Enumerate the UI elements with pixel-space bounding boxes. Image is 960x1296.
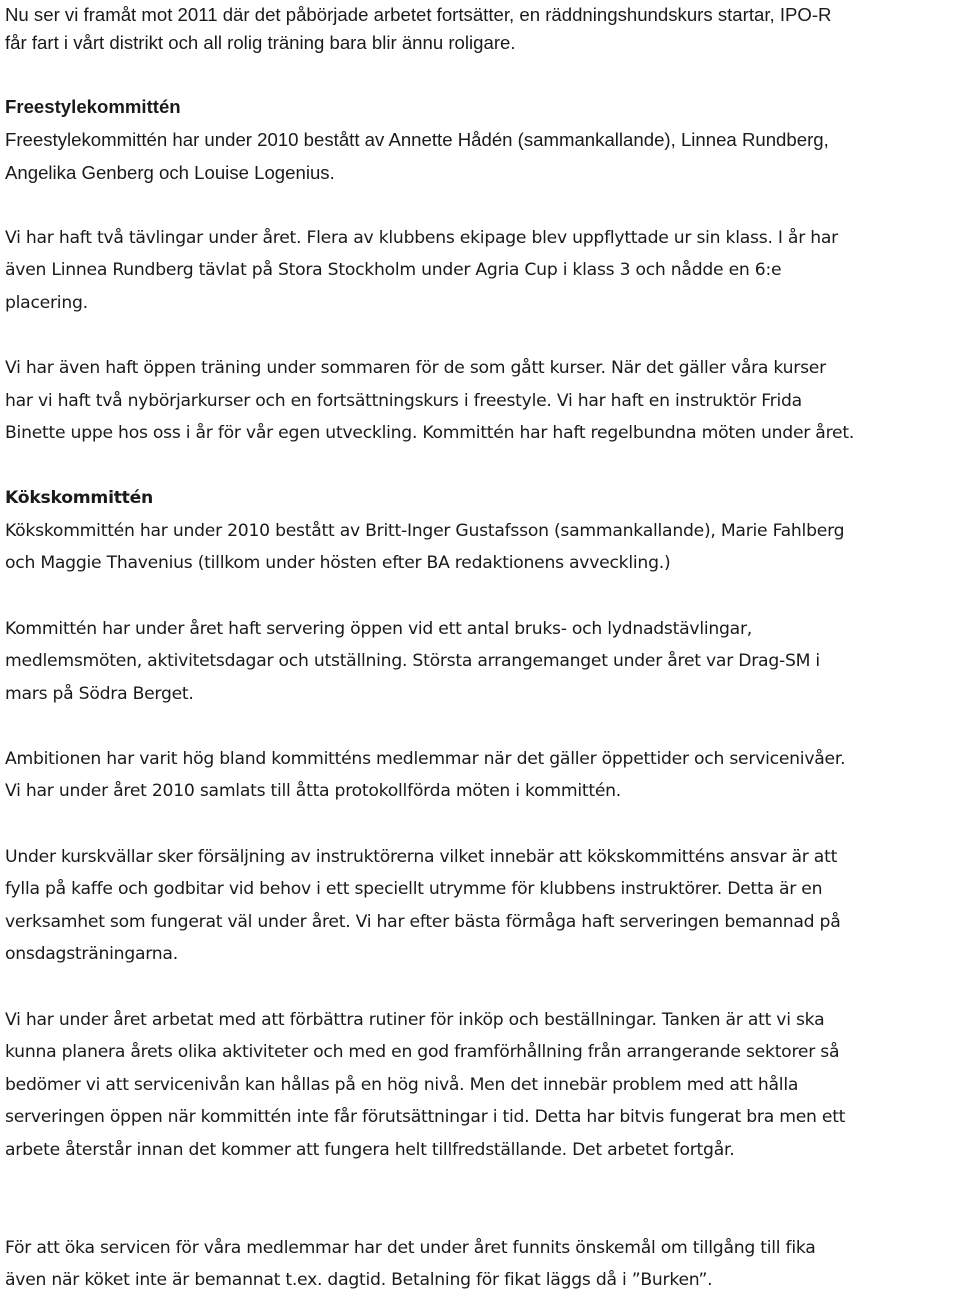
freestyle-competitions-line-2: även Linnea Rundberg tävlat på Stora Stockholm under Agria Cup i klass 3 och nådde en 6:e xyxy=(5,260,782,280)
kitchen-routines-line-4: serveringen öppen när kommittén inte får förutsättningar i tid. Detta har bitvis fungerat bra men ett xyxy=(5,1107,846,1127)
freestyle-training-line-1: Vi har även haft öppen träning under sommaren för de som gått kurser. När det gäller våra kurser xyxy=(5,358,826,378)
kitchen-serving-line-2: medlemsmöten, aktivitetsdagar och utställning. Största arrangemanget under året var Drag-SM i xyxy=(5,651,820,671)
freestyle-training-line-3: Binette uppe hos oss i år för vår egen utveckling. Kommittén har haft regelbundna möten under året. xyxy=(5,423,855,443)
kitchen-course-evenings-line-1: Under kurskvällar sker försäljning av instruktörerna vilket innebär att kökskommitténs ansvar är att xyxy=(5,847,838,867)
kitchen-wish-line-2: även när köket inte är bemannat t.ex. dagtid. Betalning för fikat läggs då i ”Burken”. xyxy=(5,1270,713,1290)
kitchen-routines-line-1: Vi har under året arbetat med att förbättra rutiner för inköp och beställningar. Tanken är att vi ska xyxy=(5,1010,825,1030)
freestyle-competitions-line-1: Vi har haft två tävlingar under året. Flera av klubbens ekipage blev uppflyttade ur sin klass. I år har xyxy=(5,228,838,248)
freestyle-members-line-2: Angelika Genberg och Louise Logenius. xyxy=(5,162,335,183)
kitchen-routines-line-3: bedömer vi att servicenivån kan hållas på en hög nivå. Men det innebär problem med att hålla xyxy=(5,1075,799,1095)
kitchen-heading: Kökskommittén xyxy=(5,488,154,508)
freestyle-training-line-2: har vi haft två nybörjarkurser och en fortsättningskurs i freestyle. Vi har haft en instruktör Frida xyxy=(5,391,802,411)
kitchen-course-evenings-line-2: fylla på kaffe och godbitar vid behov i ett speciellt utrymme för klubbens instruktörer. Detta är en xyxy=(5,879,823,899)
freestyle-competitions-line-3: placering. xyxy=(5,293,88,313)
kitchen-wish-line-1: För att öka servicen för våra medlemmar har det under året funnits önskemål om tillgång till fika xyxy=(5,1238,816,1258)
kitchen-course-evenings-line-4: onsdagsträningarna. xyxy=(5,944,178,964)
freestyle-members-line-1: Freestylekommittén har under 2010 bestått av Annette Hådén (sammankallande), Linnea Rundberg, xyxy=(5,129,829,150)
kitchen-ambition-line-2: Vi har under året 2010 samlats till åtta protokollförda möten i kommittén. xyxy=(5,781,622,801)
freestyle-heading: Freestylekommittén xyxy=(5,96,181,117)
kitchen-serving-line-3: mars på Södra Berget. xyxy=(5,684,194,704)
kitchen-course-evenings-line-3: verksamhet som fungerat väl under året. Vi har efter bästa förmåga haft serveringen bemannad på xyxy=(5,912,841,932)
kitchen-serving-line-1: Kommittén har under året haft servering öppen vid ett antal bruks- och lydnadstävlingar, xyxy=(5,619,752,639)
intro-line-1: Nu ser vi framåt mot 2011 där det påbörjade arbetet fortsätter, en räddningshundskurs startar, IPO-R xyxy=(5,4,832,25)
kitchen-members-line-1: Kökskommittén har under 2010 bestått av Britt-Inger Gustafsson (sammankallande), Marie Fahlberg xyxy=(5,521,845,541)
intro-line-2: får fart i vårt distrikt och all rolig träning bara blir ännu roligare. xyxy=(5,32,516,53)
kitchen-ambition-line-1: Ambitionen har varit hög bland kommitténs medlemmar när det gäller öppettider och servicenivåer. xyxy=(5,749,846,769)
kitchen-routines-line-2: kunna planera årets olika aktiviteter och med en god framförhållning från arrangerande sektorer så xyxy=(5,1042,840,1062)
kitchen-routines-line-5: arbete återstår innan det kommer att fungera helt tillfredställande. Det arbetet fortgår. xyxy=(5,1140,735,1160)
kitchen-members-line-2: och Maggie Thavenius (tillkom under hösten efter BA redaktionens avveckling.) xyxy=(5,553,671,573)
